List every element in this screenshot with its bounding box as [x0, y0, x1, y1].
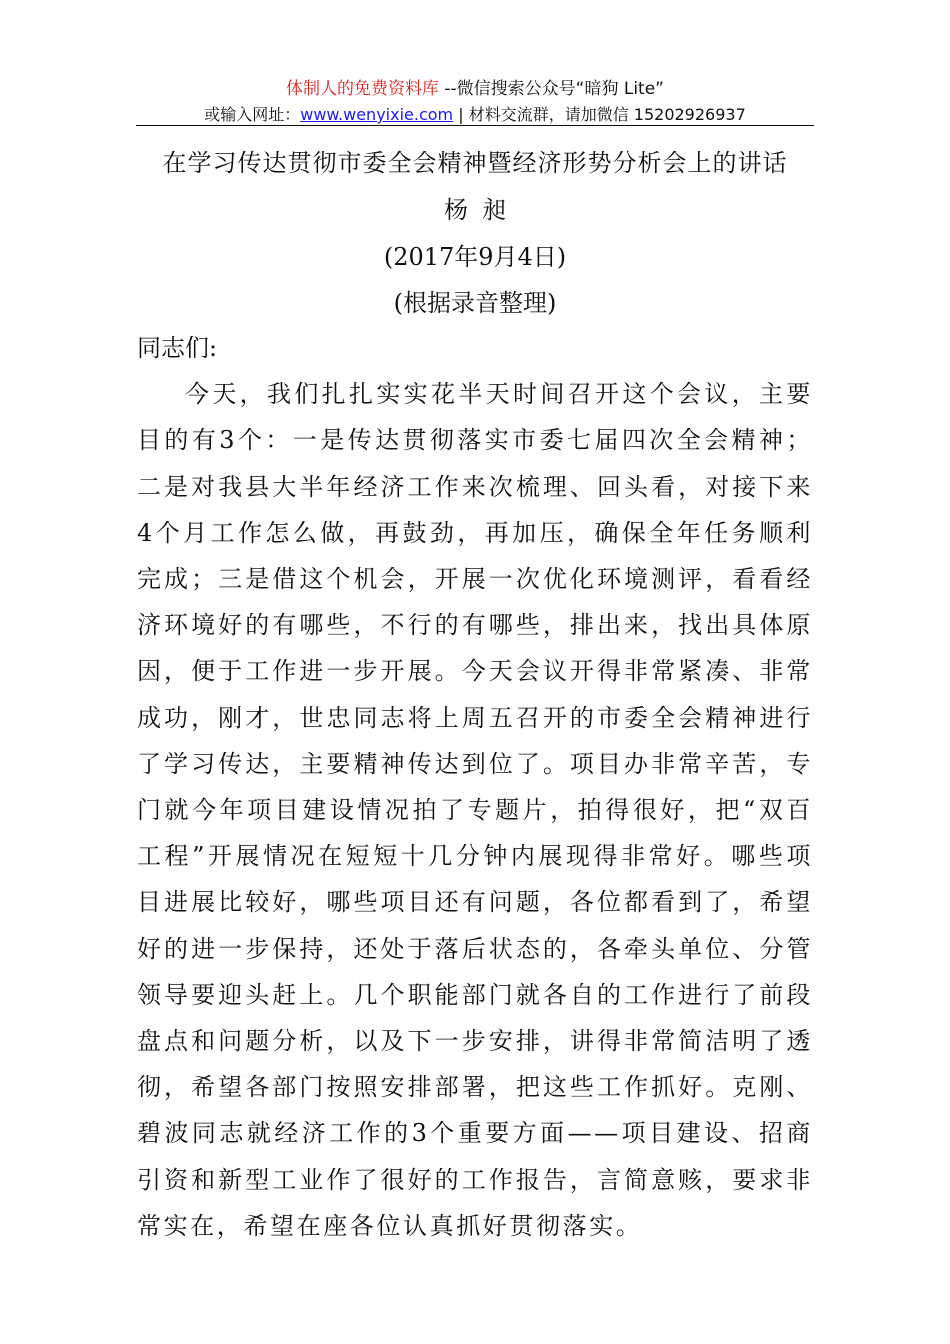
brand-text: 体制人的免费资料库 [285, 79, 439, 99]
header-promo-line [136, 76, 814, 102]
salutation: 同志们: [137, 334, 218, 362]
speech-date: (2017年9月4日) [383, 243, 567, 271]
contact-text: | 材料交流群，请加微信 15202926937 [453, 105, 746, 124]
speaker-name: 杨昶 [444, 196, 520, 224]
page-header [136, 76, 814, 128]
website-link[interactable]: www.wenyixie.com [300, 105, 454, 124]
title-block [136, 140, 814, 326]
header-divider [136, 125, 814, 126]
transcription-note: (根据录音整理) [393, 289, 557, 317]
wechat-search-hint: --微信搜索公众号“暗狗 Lite” [438, 79, 664, 99]
speech-body [137, 325, 813, 1249]
body-paragraph: 今天，我们扎扎实实花半天时间召开这个会议，主要目的有3个：一是传达贯彻落实市委七届四次全会精神；二是对我县大半年经济工作来次梳理、回头看，对接下来4个月工作怎么做，再鼓劲，再加压，确保全年任务顺利完成；三是借这个机会，开展一次优化环境测评，看看经济环境好的有哪些，不行的有哪些，排出来，找出具体原因，便于工作进一步开展。今天会议开得非常紧凑、非常成功，刚才，世忠同志将上周五召开的市委全会精神进行了学习传达，主要精神传达到位了。项目办非常辛苦，专门就今年项目建设情况拍了专题片，拍得很好，把“双百工程”开展情况在短短十几分钟内展现得非常好。哪些项目进展比较好，哪些项目还有问题，各位都看到了，希望好的进一步保持，还处于落后状态的，各牵头单位、分管领导要迎头赶上。几个职能部门就各自的工作进行了前段盘点和问题分析，以及下一步安排，讲得非常简洁明了透彻，希望各部门按照安排部署，把这些工作抓好。克刚、碧波同志就经济工作的3个重要方面——项目建设、招商引资和新型工业作了很好的工作报告，言简意赅，要求非常实在，希望在座各位认真抓好贯彻落实。 [137, 380, 813, 1240]
document-title: 在学习传达贯彻市委全会精神暨经济形势分析会上的讲话 [162, 149, 788, 177]
url-label: 或输入网址： [204, 105, 301, 124]
